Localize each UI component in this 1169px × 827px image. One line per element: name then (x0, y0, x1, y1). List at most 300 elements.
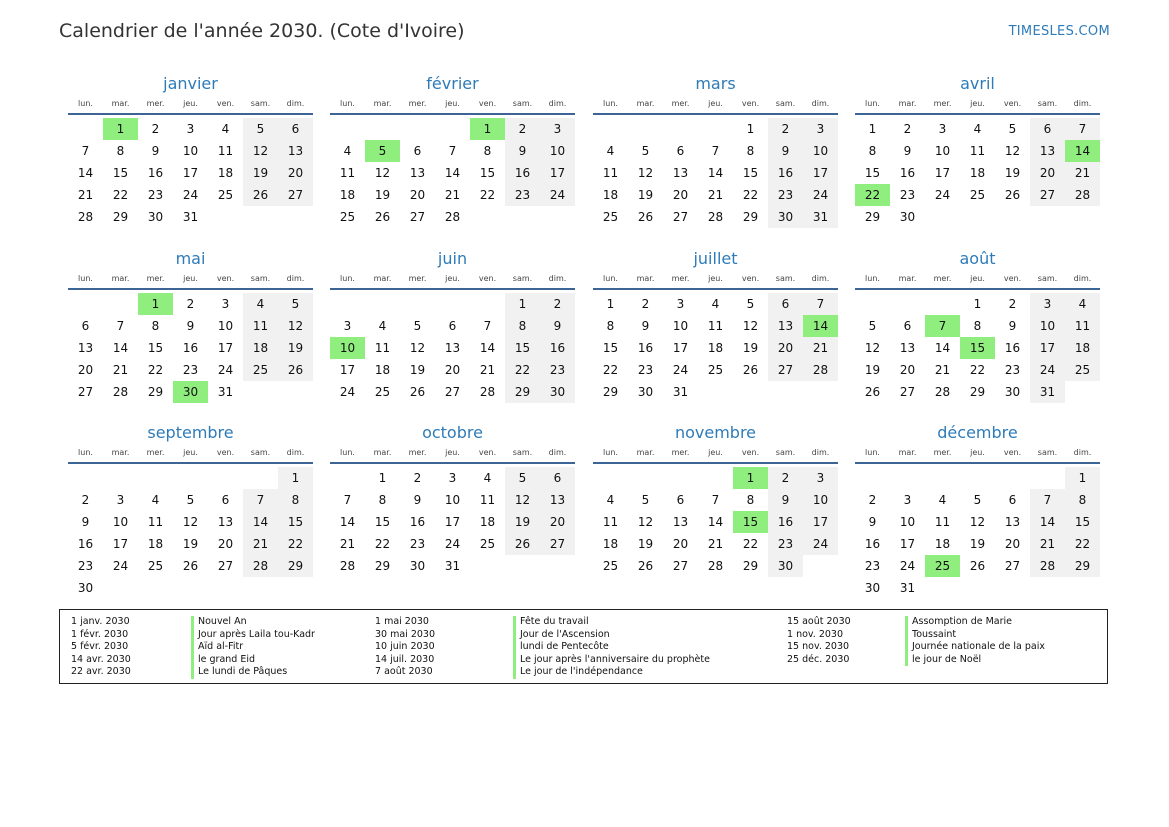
month-name: mars (695, 74, 736, 93)
day-cell: 18 (479, 515, 496, 529)
day-grid (68, 118, 313, 228)
day-cell: 23 (182, 363, 199, 377)
day-cell: 2 (413, 471, 422, 485)
day-cell: 16 (864, 537, 881, 551)
legend-holiday-name: Journée nationale de la paix (905, 641, 1045, 654)
weekday-header (593, 270, 838, 290)
day-cell: 3 (803, 118, 838, 140)
day-cell: 2 (81, 493, 90, 507)
day-cell: 19 (742, 341, 759, 355)
weekday-label: jeu. (183, 99, 198, 108)
month-name: juillet (693, 249, 738, 268)
day-cell: 23 (540, 359, 575, 381)
day-cell: 4 (151, 493, 160, 507)
holiday-day-cell: 10 (330, 337, 365, 359)
day-cell: 16 (147, 166, 164, 180)
weekday-header (330, 444, 575, 464)
day-cell: 21 (77, 188, 94, 202)
legend-names-column (191, 616, 315, 679)
weekday-label: mar. (111, 99, 130, 108)
day-cell: 17 (672, 341, 689, 355)
day-cell: 21 (243, 533, 278, 555)
legend-dates-column (71, 616, 131, 679)
day-cell: 4 (938, 493, 947, 507)
month-name: octobre (422, 423, 483, 442)
holiday-day-cell: 1 (138, 293, 173, 315)
empty-cell (663, 118, 698, 140)
day-cell: 13 (278, 140, 313, 162)
day-cell: 1 (746, 122, 755, 136)
day-cell: 29 (864, 210, 881, 224)
day-cell: 10 (444, 493, 461, 507)
day-cell: 19 (243, 162, 278, 184)
day-cell: 3 (343, 319, 352, 333)
day-cell: 26 (409, 385, 426, 399)
day-cell: 9 (768, 140, 803, 162)
day-cell: 19 (409, 363, 426, 377)
holiday-day-cell: 14 (803, 315, 838, 337)
day-cell: 3 (448, 471, 457, 485)
empty-cell (400, 118, 435, 140)
day-cell: 30 (768, 555, 803, 577)
day-cell: 13 (217, 515, 234, 529)
day-cell: 8 (746, 144, 755, 158)
day-grid (855, 118, 1100, 228)
day-cell: 28 (112, 385, 129, 399)
weekday-label: sam. (775, 274, 796, 283)
empty-cell (435, 118, 470, 140)
empty-cell (890, 293, 925, 315)
day-cell: 19 (1004, 166, 1021, 180)
day-cell: 1 (868, 122, 877, 136)
day-cell: 7 (448, 144, 457, 158)
day-cell: 29 (742, 210, 759, 224)
legend-holiday-name: Toussaint (905, 629, 1045, 642)
day-cell: 3 (676, 297, 685, 311)
day-cell: 10 (112, 515, 129, 529)
day-grid (330, 118, 575, 228)
day-cell: 6 (676, 493, 685, 507)
day-cell: 16 (182, 341, 199, 355)
legend-holiday-name: Jour après Laila tou-Kadr (191, 629, 315, 642)
day-cell: 18 (707, 341, 724, 355)
day-cell: 19 (637, 537, 654, 551)
day-cell: 16 (77, 537, 94, 551)
day-cell: 13 (1004, 515, 1021, 529)
day-cell: 17 (540, 162, 575, 184)
day-cell: 25 (969, 188, 986, 202)
weekday-label: mer. (146, 448, 165, 457)
day-cell: 5 (641, 144, 650, 158)
empty-cell (330, 467, 365, 489)
day-cell: 7 (1065, 118, 1100, 140)
day-cell: 24 (182, 188, 199, 202)
day-cell: 8 (1065, 489, 1100, 511)
day-cell: 14 (243, 511, 278, 533)
weekday-header (593, 444, 838, 464)
holiday-day-cell: 14 (1065, 140, 1100, 162)
day-cell: 17 (899, 537, 916, 551)
weekday-label: mar. (373, 448, 392, 457)
day-cell: 6 (278, 118, 313, 140)
day-cell: 1 (606, 297, 615, 311)
weekday-label: ven. (741, 99, 760, 108)
day-grid (330, 467, 575, 577)
month-name: août (959, 249, 996, 268)
weekday-label: dim. (1073, 448, 1092, 457)
day-cell: 25 (1065, 359, 1100, 381)
holiday-day-cell: 22 (855, 184, 890, 206)
day-cell: 28 (339, 559, 356, 573)
weekday-header (330, 95, 575, 115)
day-cell: 2 (540, 293, 575, 315)
legend-date: 25 déc. 2030 (787, 653, 850, 665)
month-name: janvier (163, 74, 218, 93)
day-cell: 4 (1065, 293, 1100, 315)
day-cell: 25 (243, 359, 278, 381)
legend-holiday-name: le jour de Noël (905, 654, 1045, 667)
day-cell: 25 (339, 210, 356, 224)
weekday-header (68, 444, 313, 464)
legend-holiday-name: Aïd al-Fitr (191, 641, 315, 654)
day-cell: 26 (864, 385, 881, 399)
day-cell: 30 (147, 210, 164, 224)
day-cell: 26 (505, 533, 540, 555)
day-cell: 18 (602, 188, 619, 202)
day-cell: 9 (868, 515, 877, 529)
month-0 (68, 73, 313, 228)
day-cell: 21 (444, 188, 461, 202)
day-cell: 26 (243, 184, 278, 206)
weekday-label: jeu. (708, 274, 723, 283)
legend-holiday-name: Le jour de l'indépendance (513, 666, 710, 679)
day-cell: 18 (217, 166, 234, 180)
day-cell: 17 (444, 515, 461, 529)
day-cell: 20 (540, 511, 575, 533)
day-cell: 31 (444, 559, 461, 573)
day-cell: 29 (374, 559, 391, 573)
day-cell: 21 (707, 537, 724, 551)
weekday-label: ven. (216, 99, 235, 108)
day-cell: 5 (641, 493, 650, 507)
holiday-day-cell: 1 (103, 118, 138, 140)
day-cell: 10 (672, 319, 689, 333)
day-cell: 23 (77, 559, 94, 573)
day-cell: 12 (637, 166, 654, 180)
day-cell: 20 (1004, 537, 1021, 551)
day-cell: 18 (243, 337, 278, 359)
day-cell: 21 (707, 188, 724, 202)
day-cell: 24 (444, 537, 461, 551)
day-cell: 8 (606, 319, 615, 333)
weekday-label: lun. (340, 274, 355, 283)
day-cell: 18 (147, 537, 164, 551)
day-cell: 25 (707, 363, 724, 377)
weekday-label: mar. (898, 99, 917, 108)
weekday-label: mar. (636, 448, 655, 457)
day-cell: 5 (868, 319, 877, 333)
day-grid (68, 467, 313, 599)
day-cell: 28 (1065, 184, 1100, 206)
day-cell: 21 (339, 537, 356, 551)
weekday-label: sam. (775, 99, 796, 108)
day-cell: 14 (339, 515, 356, 529)
month-9 (330, 422, 575, 577)
weekday-label: jeu. (970, 99, 985, 108)
day-cell: 29 (505, 381, 540, 403)
day-cell: 13 (899, 341, 916, 355)
legend-date: 14 avr. 2030 (71, 653, 131, 665)
day-cell: 7 (803, 293, 838, 315)
day-cell: 16 (540, 337, 575, 359)
day-cell: 2 (903, 122, 912, 136)
day-cell: 5 (1008, 122, 1017, 136)
weekday-label: lun. (340, 448, 355, 457)
legend-date: 5 févr. 2030 (71, 641, 129, 653)
month-name: avril (960, 74, 995, 93)
weekday-label: jeu. (970, 448, 985, 457)
day-cell: 1 (1065, 467, 1100, 489)
day-cell: 11 (374, 341, 391, 355)
day-cell: 4 (343, 144, 352, 158)
weekday-label: dim. (811, 274, 830, 283)
day-cell: 23 (768, 184, 803, 206)
day-cell: 24 (672, 363, 689, 377)
day-cell: 2 (1008, 297, 1017, 311)
day-cell: 24 (934, 188, 951, 202)
day-cell: 11 (1065, 315, 1100, 337)
weekday-label: mer. (933, 99, 952, 108)
day-cell: 3 (221, 297, 230, 311)
day-cell: 24 (899, 559, 916, 573)
day-grid (855, 467, 1100, 599)
day-grid (330, 293, 575, 403)
day-cell: 14 (707, 166, 724, 180)
day-cell: 9 (413, 493, 422, 507)
day-cell: 15 (374, 515, 391, 529)
day-cell: 7 (343, 493, 352, 507)
weekday-label: lun. (78, 274, 93, 283)
weekday-header (855, 444, 1100, 464)
weekday-label: mer. (671, 448, 690, 457)
day-cell: 16 (768, 511, 803, 533)
weekday-label: jeu. (445, 99, 460, 108)
day-cell: 23 (147, 188, 164, 202)
weekday-label: jeu. (183, 448, 198, 457)
empty-cell (890, 467, 925, 489)
day-cell: 4 (483, 471, 492, 485)
day-cell: 14 (77, 166, 94, 180)
day-cell: 23 (864, 559, 881, 573)
day-cell: 16 (1004, 341, 1021, 355)
empty-cell (68, 467, 103, 489)
weekday-label: sam. (250, 274, 271, 283)
weekday-label: ven. (1003, 99, 1022, 108)
day-cell: 6 (221, 493, 230, 507)
day-cell: 26 (1004, 188, 1021, 202)
day-cell: 15 (742, 166, 759, 180)
day-cell: 28 (243, 555, 278, 577)
weekday-label: jeu. (708, 448, 723, 457)
weekday-label: mer. (933, 274, 952, 283)
day-grid (855, 293, 1100, 403)
day-cell: 6 (768, 293, 803, 315)
day-cell: 9 (768, 489, 803, 511)
day-cell: 2 (768, 118, 803, 140)
weekday-label: mar. (111, 448, 130, 457)
day-cell: 6 (540, 467, 575, 489)
day-cell: 26 (278, 359, 313, 381)
day-cell: 18 (969, 166, 986, 180)
day-cell: 2 (868, 493, 877, 507)
day-cell: 22 (278, 533, 313, 555)
day-cell: 8 (378, 493, 387, 507)
day-cell: 26 (374, 210, 391, 224)
day-cell: 29 (278, 555, 313, 577)
day-cell: 9 (81, 515, 90, 529)
weekday-label: mer. (408, 448, 427, 457)
day-cell: 13 (540, 489, 575, 511)
day-cell: 30 (409, 559, 426, 573)
day-cell: 21 (934, 363, 951, 377)
day-cell: 30 (1004, 385, 1021, 399)
day-cell: 12 (637, 515, 654, 529)
day-cell: 27 (77, 385, 94, 399)
day-cell: 20 (768, 337, 803, 359)
empty-cell (435, 293, 470, 315)
legend-holiday-name: Assomption de Marie (905, 616, 1045, 629)
day-cell: 10 (217, 319, 234, 333)
day-cell: 14 (1030, 511, 1065, 533)
day-cell: 19 (374, 188, 391, 202)
day-cell: 7 (81, 144, 90, 158)
day-cell: 16 (409, 515, 426, 529)
day-cell: 6 (413, 144, 422, 158)
day-cell: 25 (479, 537, 496, 551)
weekday-label: sam. (775, 448, 796, 457)
empty-cell (470, 293, 505, 315)
day-cell: 13 (672, 515, 689, 529)
holiday-day-cell: 7 (925, 315, 960, 337)
day-cell: 25 (147, 559, 164, 573)
day-cell: 27 (409, 210, 426, 224)
weekday-label: lun. (78, 99, 93, 108)
day-cell: 17 (112, 537, 129, 551)
day-grid (593, 118, 838, 228)
day-cell: 12 (278, 315, 313, 337)
empty-cell (138, 467, 173, 489)
weekday-label: ven. (216, 448, 235, 457)
weekday-label: sam. (1037, 99, 1058, 108)
empty-cell (663, 467, 698, 489)
weekday-label: sam. (250, 448, 271, 457)
day-cell: 29 (112, 210, 129, 224)
day-cell: 23 (768, 533, 803, 555)
weekday-label: mar. (636, 274, 655, 283)
day-cell: 27 (672, 210, 689, 224)
empty-cell (925, 293, 960, 315)
day-cell: 6 (1030, 118, 1065, 140)
empty-cell (68, 118, 103, 140)
weekday-label: mer. (408, 274, 427, 283)
day-cell: 10 (803, 489, 838, 511)
holiday-day-cell: 25 (925, 555, 960, 577)
day-cell: 21 (803, 337, 838, 359)
day-cell: 8 (116, 144, 125, 158)
day-cell: 19 (864, 363, 881, 377)
day-cell: 3 (803, 467, 838, 489)
legend-date: 7 août 2030 (375, 666, 433, 678)
empty-cell (698, 467, 733, 489)
legend-dates-column (787, 616, 851, 666)
day-cell: 29 (742, 559, 759, 573)
day-cell: 4 (378, 319, 387, 333)
holiday-day-cell: 15 (960, 337, 995, 359)
day-cell: 13 (768, 315, 803, 337)
holiday-day-cell: 1 (470, 118, 505, 140)
day-cell: 1 (378, 471, 387, 485)
weekday-label: mer. (671, 274, 690, 283)
weekday-label: lun. (865, 99, 880, 108)
month-3 (855, 73, 1100, 228)
weekday-header (855, 270, 1100, 290)
empty-cell (995, 467, 1030, 489)
day-cell: 15 (112, 166, 129, 180)
month-11 (855, 422, 1100, 599)
day-cell: 27 (444, 385, 461, 399)
day-cell: 7 (483, 319, 492, 333)
day-cell: 8 (746, 493, 755, 507)
day-cell: 22 (374, 537, 391, 551)
day-cell: 25 (602, 210, 619, 224)
day-cell: 17 (934, 166, 951, 180)
weekday-label: jeu. (445, 274, 460, 283)
legend-date: 14 juil. 2030 (375, 653, 435, 665)
day-cell: 23 (637, 363, 654, 377)
day-cell: 17 (803, 162, 838, 184)
day-cell: 22 (505, 359, 540, 381)
day-cell: 28 (707, 210, 724, 224)
weekday-label: dim. (811, 448, 830, 457)
day-cell: 20 (278, 162, 313, 184)
day-grid (593, 467, 838, 577)
day-cell: 2 (151, 122, 160, 136)
day-cell: 12 (243, 140, 278, 162)
legend-holiday-name: Jour de l'Ascension (513, 629, 710, 642)
holiday-day-cell: 1 (733, 467, 768, 489)
day-cell: 31 (217, 385, 234, 399)
day-cell: 16 (899, 166, 916, 180)
day-cell: 11 (707, 319, 724, 333)
weekday-label: ven. (478, 99, 497, 108)
day-cell: 15 (602, 341, 619, 355)
month-4 (68, 248, 313, 403)
weekday-label: lun. (865, 448, 880, 457)
empty-cell (365, 118, 400, 140)
brand-link[interactable]: TIMESLES.COM (1008, 24, 1110, 39)
day-cell: 26 (182, 559, 199, 573)
day-cell: 14 (444, 166, 461, 180)
day-cell: 29 (147, 385, 164, 399)
weekday-label: ven. (1003, 274, 1022, 283)
day-cell: 8 (505, 315, 540, 337)
day-cell: 22 (112, 188, 129, 202)
weekday-label: lun. (340, 99, 355, 108)
weekday-label: ven. (216, 274, 235, 283)
day-cell: 7 (1030, 489, 1065, 511)
weekday-label: mar. (373, 99, 392, 108)
day-cell: 30 (899, 210, 916, 224)
